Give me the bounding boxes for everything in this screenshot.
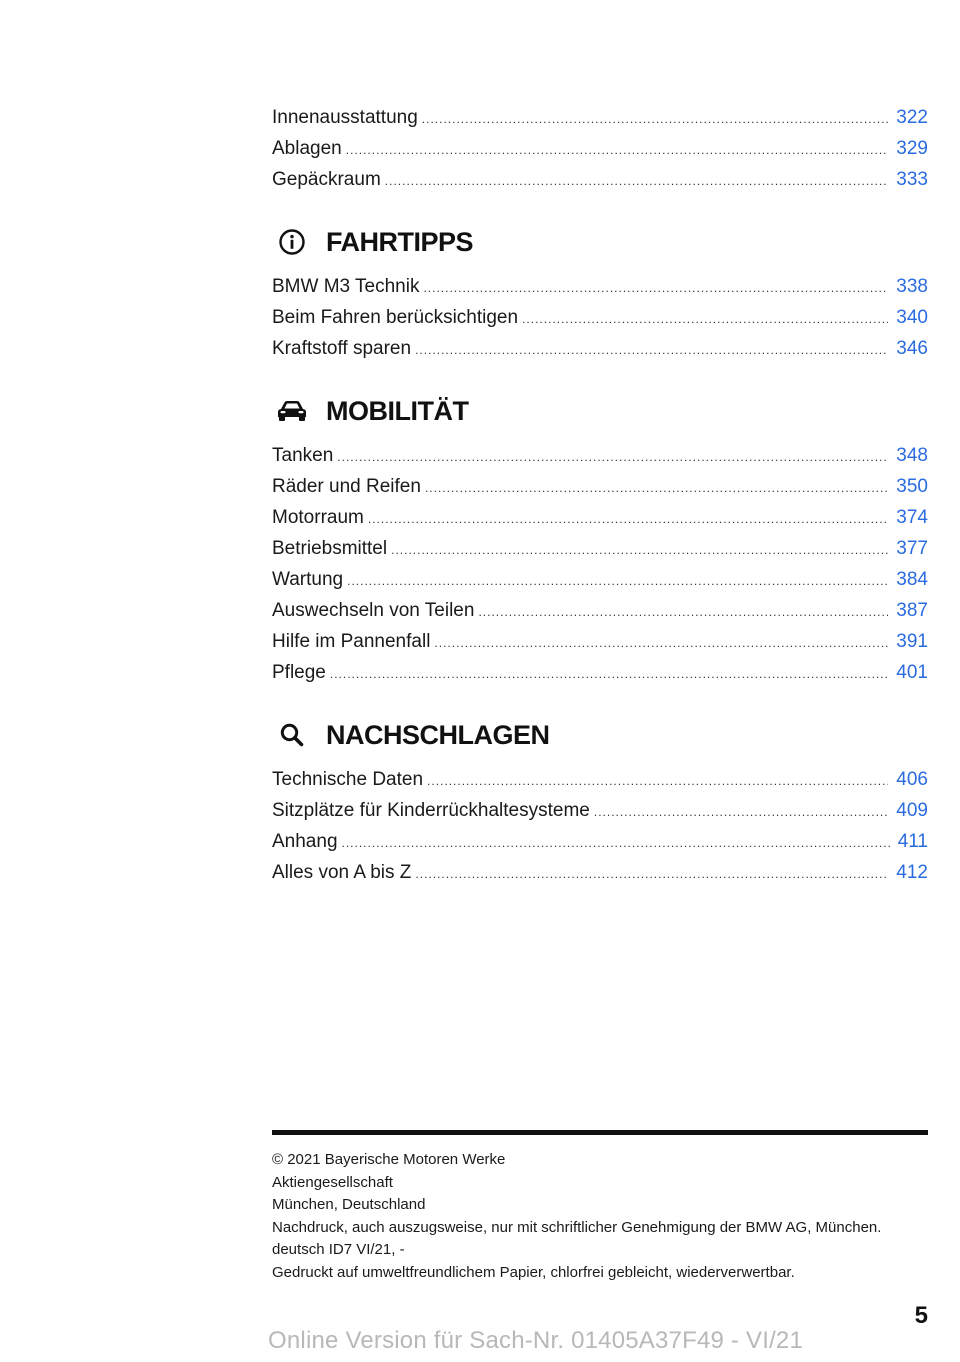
- dot-leader: [415, 335, 888, 366]
- dot-leader: [594, 797, 888, 828]
- toc-entry-title: Anhang: [272, 831, 338, 852]
- toc-group-nachschlagen: [272, 764, 928, 888]
- toc-entry[interactable]: [272, 102, 928, 133]
- section-heading-mobilitaet: [272, 390, 928, 432]
- dot-leader: [434, 628, 888, 659]
- section-title: MOBILITÄT: [326, 395, 469, 426]
- toc-page-link[interactable]: 401: [896, 662, 928, 683]
- toc-entry[interactable]: [272, 857, 928, 888]
- watermark: Online Version für Sach-Nr. 01405A37F49 - VI/21: [268, 1327, 804, 1354]
- search-icon: [272, 720, 312, 750]
- page-number: 5: [914, 1302, 928, 1329]
- toc-page-link[interactable]: 350: [896, 476, 928, 497]
- toc-entry-title: Motorraum: [272, 507, 364, 528]
- table-of-contents: [272, 0, 928, 888]
- toc-page-link[interactable]: 346: [896, 338, 928, 359]
- toc-entry[interactable]: [272, 271, 928, 302]
- toc-page-link[interactable]: 348: [896, 445, 928, 466]
- dot-leader: [347, 566, 888, 597]
- toc-page-link[interactable]: 387: [896, 600, 928, 621]
- toc-entry[interactable]: [272, 302, 928, 333]
- toc-entry-title: Auswechseln von Teilen: [272, 600, 475, 621]
- info-icon: [272, 227, 312, 257]
- toc-page-link[interactable]: 374: [896, 507, 928, 528]
- toc-entry-title: Technische Daten: [272, 769, 424, 790]
- toc-entry-title: Pflege: [272, 662, 326, 683]
- toc-group-fahrtipps: [272, 271, 928, 364]
- dot-leader: [368, 504, 888, 535]
- toc-entry[interactable]: [272, 657, 928, 688]
- dot-leader: [423, 273, 888, 304]
- toc-entry[interactable]: [272, 595, 928, 626]
- toc-page-link[interactable]: 391: [896, 631, 928, 652]
- toc-entry-title: Ablagen: [272, 138, 342, 159]
- section-title: FAHRTIPPS: [326, 226, 474, 257]
- dot-leader: [422, 104, 889, 135]
- dot-leader: [346, 135, 889, 166]
- section-title: NACHSCHLAGEN: [326, 719, 550, 750]
- toc-entry-title: Sitzplätze für Kinderrückhaltesysteme: [272, 800, 590, 821]
- toc-entry[interactable]: [272, 564, 928, 595]
- toc-entry[interactable]: [272, 164, 928, 195]
- car-icon: [272, 396, 312, 426]
- dot-leader: [391, 535, 888, 566]
- toc-entry[interactable]: [272, 826, 928, 857]
- toc-page-link[interactable]: 377: [896, 538, 928, 559]
- toc-entry-title: Tanken: [272, 445, 334, 466]
- footer-divider: [272, 1130, 928, 1135]
- section-heading-nachschlagen: [272, 714, 928, 756]
- section-heading-fahrtipps: [272, 221, 928, 263]
- toc-entry-title: BMW M3 Technik: [272, 276, 420, 297]
- toc-entry[interactable]: [272, 471, 928, 502]
- toc-group-mobilitaet: [272, 440, 928, 688]
- toc-page-link[interactable]: 338: [896, 276, 928, 297]
- toc-page-link[interactable]: 340: [896, 307, 928, 328]
- dot-leader: [330, 659, 888, 690]
- toc-page-link[interactable]: 329: [896, 138, 928, 159]
- dot-leader: [337, 442, 888, 473]
- imprint-line: München, Deutschland: [272, 1196, 426, 1214]
- toc-entry[interactable]: [272, 764, 928, 795]
- toc-entry[interactable]: [272, 533, 928, 564]
- dot-leader: [385, 166, 889, 197]
- dot-leader: [342, 828, 890, 859]
- imprint: [272, 1149, 928, 1285]
- toc-entry-title: Innenausstattung: [272, 107, 418, 128]
- toc-page-link[interactable]: 406: [896, 769, 928, 790]
- dot-leader: [478, 597, 888, 628]
- toc-entry[interactable]: [272, 133, 928, 164]
- toc-page-link[interactable]: 333: [896, 169, 928, 190]
- imprint-line: Aktiengesellschaft: [272, 1173, 393, 1191]
- imprint-line: © 2021 Bayerische Motoren Werke: [272, 1151, 506, 1168]
- toc-entry-title: Wartung: [272, 569, 344, 590]
- toc-entry-title: Hilfe im Pannenfall: [272, 631, 431, 652]
- toc-entry[interactable]: [272, 795, 928, 826]
- toc-entry-title: Beim Fahren berücksichtigen: [272, 307, 519, 328]
- imprint-line: Nachdruck, auch auszugsweise, nur mit schriftlicher Genehmigung der BMW AG, München.: [272, 1218, 882, 1236]
- toc-entry[interactable]: [272, 626, 928, 657]
- dot-leader: [522, 304, 888, 335]
- toc-entry[interactable]: [272, 440, 928, 471]
- toc-page-link[interactable]: 409: [896, 800, 928, 821]
- toc-page-link[interactable]: 384: [896, 569, 928, 590]
- toc-group-continued: [272, 102, 928, 195]
- toc-entry[interactable]: [272, 502, 928, 533]
- toc-entry-title: Alles von A bis Z: [272, 862, 412, 883]
- toc-page-link[interactable]: 411: [897, 831, 928, 852]
- toc-entry[interactable]: [272, 333, 928, 364]
- toc-entry-title: Gepäckraum: [272, 169, 381, 190]
- toc-entry-title: Betriebsmittel: [272, 538, 388, 559]
- toc-page-link[interactable]: 412: [896, 862, 928, 883]
- dot-leader: [415, 859, 888, 890]
- imprint-line: deutsch ID7 VI/21, -: [272, 1241, 405, 1259]
- imprint-line: Gedruckt auf umweltfreundlichem Papier, chlorfrei gebleicht, wiederverwertbar.: [272, 1263, 795, 1281]
- toc-entry-title: Kraftstoff sparen: [272, 338, 412, 359]
- toc-entry-title: Räder und Reifen: [272, 476, 421, 497]
- toc-page-link[interactable]: 322: [896, 107, 928, 128]
- dot-leader: [425, 473, 888, 504]
- dot-leader: [427, 766, 888, 797]
